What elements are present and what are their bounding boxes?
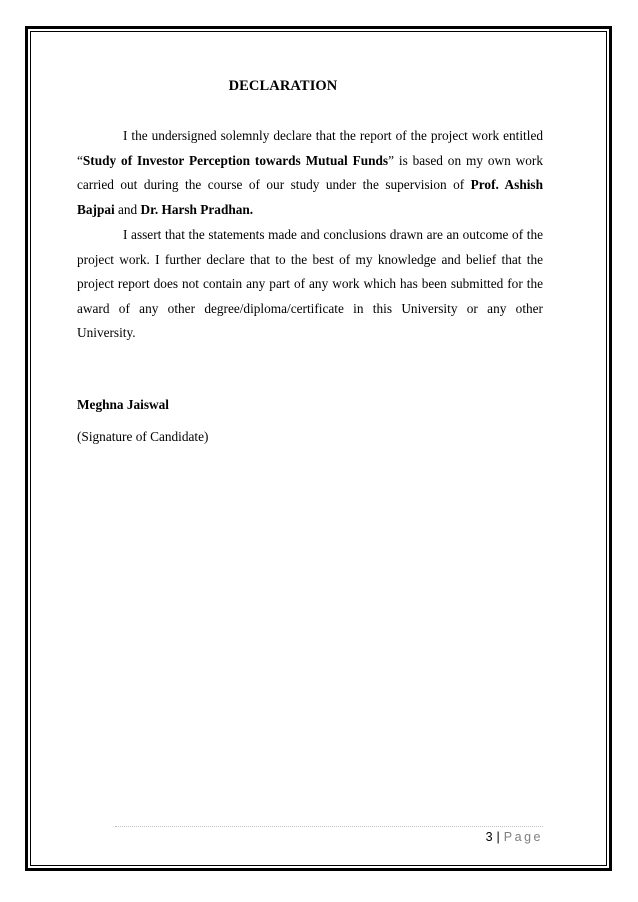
page-number: 3 [485, 830, 493, 844]
supervisor-1-name: Prof. Ashish Bajpai [77, 177, 543, 217]
project-title: Study of Investor Perception towards Mutual Funds [82, 152, 389, 168]
declaration-paragraph-1 [77, 124, 543, 222]
declaration-paragraph-2 [77, 223, 543, 346]
supervisor-2-name: Dr. Harsh Pradhan. [140, 201, 254, 217]
page-title: DECLARATION [228, 78, 338, 94]
paragraph-1-text-middle: ” is based on my own work carried out during the course of our study under the supervision of [77, 152, 543, 192]
signature-caption: (Signature of Candidate) [77, 429, 209, 444]
candidate-name: Meghna Jaiswal [77, 397, 169, 412]
footer-separator: | [496, 830, 500, 844]
page-label: Page [503, 830, 543, 844]
footer-divider [115, 826, 543, 827]
paragraph-1-text-start: I the undersigned solemnly declare that the report of the project work entitled “ [77, 128, 543, 168]
page-footer [486, 830, 543, 844]
paragraph-2-text: I assert that the statements made and conclusions drawn are an outcome of the project work. I further declare that to the best of my knowledge and belief that the project report does not contain any part of any work which has been submitted for the award of any other degree/diploma/certificate in this University or any other University. [77, 227, 543, 340]
paragraph-1-text-and: and [114, 201, 141, 217]
